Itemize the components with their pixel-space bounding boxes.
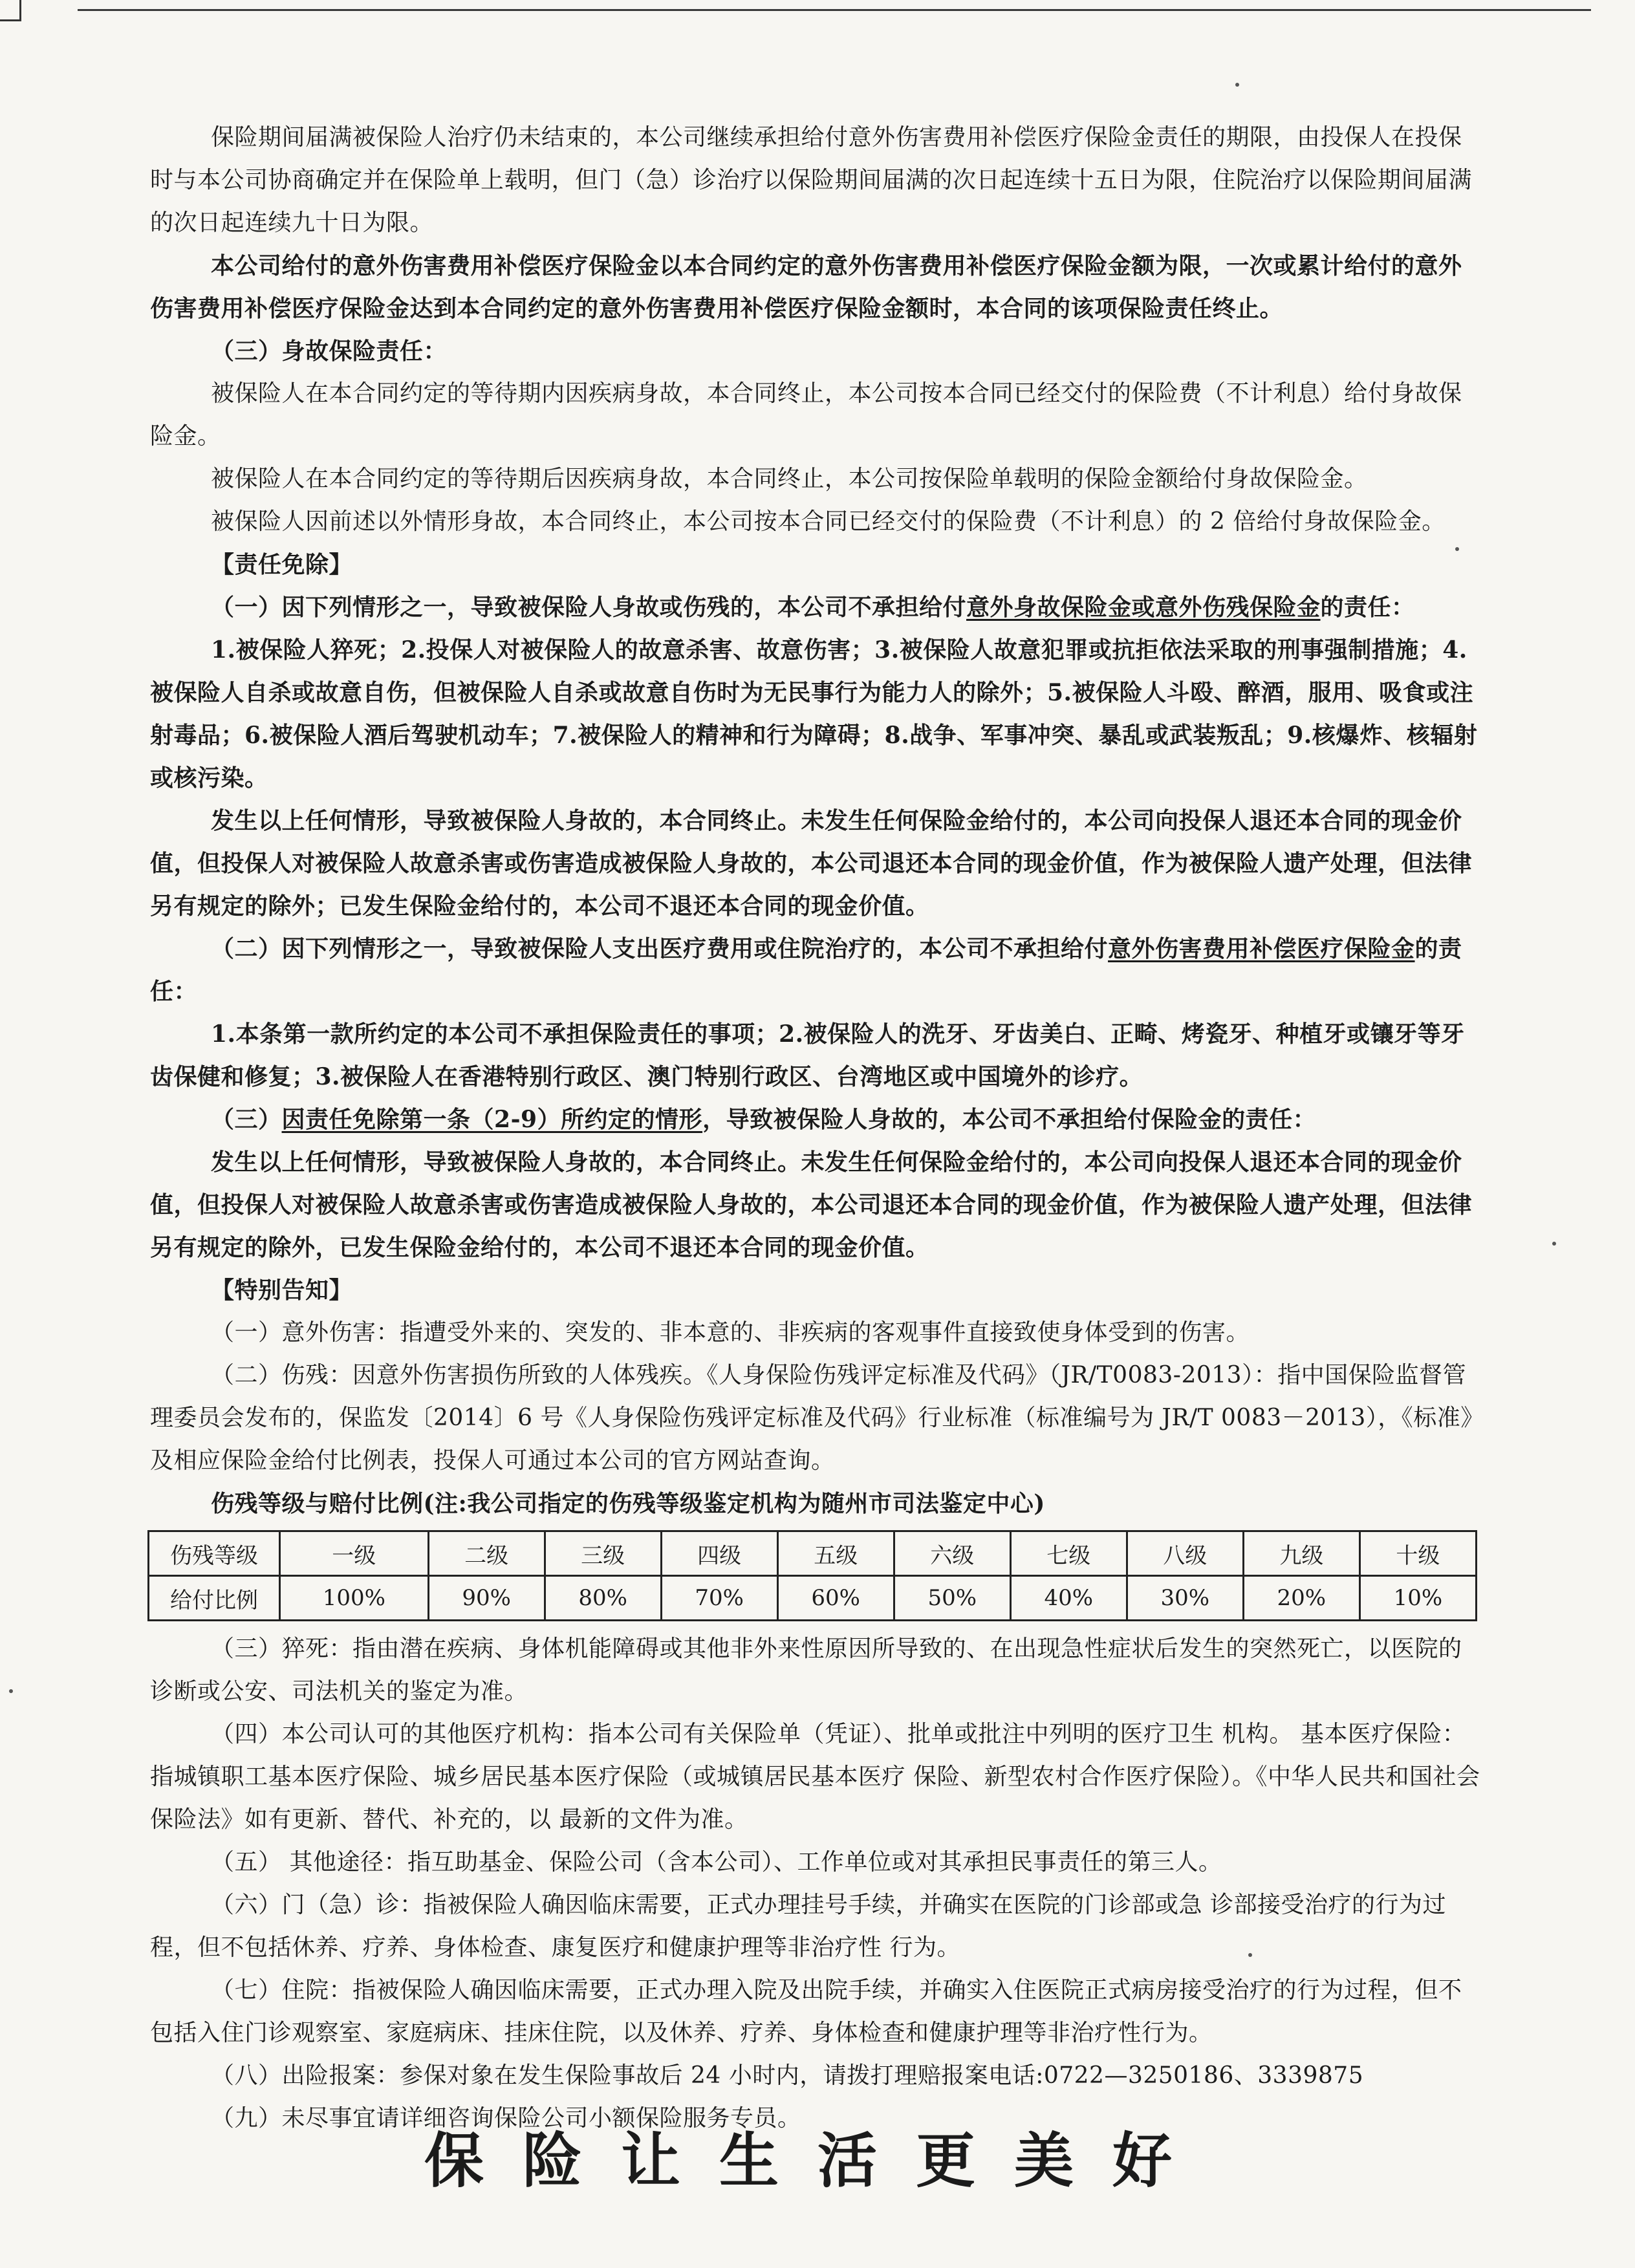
paragraph: 被保险人在本合同约定的等待期内因疾病身故，本合同终止，本公司按本合同已经交付的保险费（不计利息）给付身故保险金。	[150, 380, 1462, 449]
paragraph: （九）未尽事宜请详细咨询保险公司小额保险服务专员。	[211, 2105, 801, 2132]
paragraph: 发生以上任何情形，导致被保险人身故的，本合同终止。未发生任何保险金给付的，本公司向投保人退还本合同的现金价值，但投保人对被保险人故意杀害或伤害造成被保险人身故的，本公司退还本合同的现金价值，作为被保险人遗产处理，但法律另有规定的除外，已发生保险金给付的，本公司不退还本合同的现金价值。	[150, 1149, 1473, 1261]
ratio-cell: 10%	[1359, 1576, 1476, 1621]
level-cell: 四级	[661, 1531, 777, 1576]
section-heading: 【特别告知】	[211, 1277, 353, 1304]
paragraph: （一）意外伤害：指遭受外来的、突发的、非本意的、非疾病的客观事件直接致使身体受到的伤害。	[211, 1319, 1250, 1346]
text-run: （二）因下列情形之一，导致被保险人支出医疗费用或住院治疗的，本公司不承担给付	[211, 935, 1109, 962]
scan-top-line	[78, 9, 1591, 11]
paragraph: 1.本条第一款所约定的本公司不承担保险责任的事项；2.被保险人的洗牙、牙齿美白、正畸、烤瓷牙、种植牙或镶牙等牙齿保健和修复；3.被保险人在香港特别行政区、澳门特别行政区、台湾地区或中国境外的诊疗。	[150, 1021, 1465, 1090]
scan-speck	[1248, 1953, 1252, 1957]
level-cell: 九级	[1243, 1531, 1359, 1576]
paragraph: （五） 其他途径：指互助基金、保险公司（含本公司）、工作单位或对其承担民事责任的第三人。	[211, 1849, 1222, 1875]
level-cell: 六级	[894, 1531, 1010, 1576]
underlined-text: 意外身故保险金或意外伤残保险金	[966, 594, 1321, 621]
level-cell: 三级	[545, 1531, 661, 1576]
slogan: 保险让生活更美好	[424, 2126, 1211, 2196]
paragraph: 发生以上任何情形，导致被保险人身故的，本合同终止。未发生任何保险金给付的，本公司向投保人退还本合同的现金价值，但投保人对被保险人故意杀害或伤害造成被保险人身故的，本公司退还本合同的现金价值，作为被保险人遗产处理，但法律另有规定的除外；已发生保险金给付的，本公司不退还本合同的现金价值。	[150, 807, 1473, 920]
text-run: （一）因下列情形之一，导致被保险人身故或伤残的，本公司不承担给付	[211, 594, 967, 621]
paragraph	[150, 1098, 1482, 1141]
table-row	[149, 1576, 1477, 1621]
underlined-text: 因责任免除第一条（2-9）所约定的情形	[281, 1106, 703, 1133]
ratio-cell: 80%	[545, 1576, 661, 1621]
paragraph: （六）门（急）诊：指被保险人确因临床需要，正式办理挂号手续，并确实在医院的门诊部或急 诊部接受治疗的行为过程，但不包括休养、疗养、身体检查、康复医疗和健康护理等非治疗性 行为。	[150, 1892, 1446, 1961]
paragraph: 本公司给付的意外伤害费用补偿医疗保险金以本合同约定的意外伤害费用补偿医疗保险金额为限，一次或累计给付的意外伤害费用补偿医疗保险金达到本合同约定的意外伤害费用补偿医疗保险金额时，本合同的该项保险责任终止。	[150, 252, 1462, 322]
paragraph: 被保险人因前述以外情形身故，本合同终止，本公司按本合同已经交付的保险费（不计利息）的 2 倍给付身故保险金。	[211, 508, 1446, 535]
text-run: （三）	[211, 1106, 282, 1133]
section-heading: 【责任免除】	[211, 551, 353, 578]
ratio-cell: 100%	[280, 1576, 429, 1621]
scan-speck	[9, 1689, 13, 1693]
level-cell: 二级	[428, 1531, 545, 1576]
level-cell: 七级	[1010, 1531, 1127, 1576]
row-label-level: 伤残等级	[149, 1531, 280, 1576]
table-caption: 伤残等级与赔付比例(注:我公司指定的伤残等级鉴定机构为随州市司法鉴定中心)	[211, 1490, 1045, 1517]
paragraph: 1.被保险人猝死；2.投保人对被保险人的故意杀害、故意伤害；3.被保险人故意犯罪或抗拒依法采取的刑事强制措施；4.被保险人自杀或故意自伤，但被保险人自杀或故意自伤时为无民事行为能力人的除外；5.被保险人斗殴、醉酒，服用、吸食或注射毒品；6.被保险人酒后驾驶机动车；7.被保险人的精神和行为障碍；8.战争、军事冲突、暴乱或武装叛乱；9.核爆炸、核辐射或核污染。	[150, 636, 1478, 792]
paragraph: （七）住院：指被保险人确因临床需要，正式办理入院及出院手续，并确实入住医院正式病房接受治疗的行为过程，但不包括入住门诊观察室、家庭病床、挂床住院，以及休养、疗养、身体检查和健康护理等非治疗性行为。	[150, 1977, 1462, 2046]
ratio-cell: 30%	[1127, 1576, 1243, 1621]
paragraph: （三）猝死：指由潜在疾病、身体机能障碍或其他非外来性原因所导致的、在出现急性症状后发生的突然死亡，以医院的诊断或公安、司法机关的鉴定为准。	[150, 1636, 1462, 1705]
ratio-cell: 70%	[661, 1576, 777, 1621]
scan-corner-mark	[0, 0, 21, 21]
ratio-cell: 90%	[428, 1576, 545, 1621]
level-cell: 五级	[777, 1531, 894, 1576]
ratio-cell: 50%	[894, 1576, 1010, 1621]
ratio-cell: 20%	[1243, 1576, 1359, 1621]
paragraph: 被保险人在本合同约定的等待期后因疾病身故，本合同终止，本公司按保险单载明的保险金额给付身故保险金。	[211, 466, 1368, 492]
disability-ratio-table	[147, 1530, 1477, 1621]
scan-speck	[1235, 83, 1239, 87]
scan-speck	[1455, 547, 1459, 551]
level-cell: 八级	[1127, 1531, 1243, 1576]
paragraph: （八）出险报案：参保对象在发生保险事故后 24 小时内，请拨打理赔报案电话:0722—3250186、3339875	[211, 2062, 1364, 2089]
ratio-cell: 40%	[1010, 1576, 1127, 1621]
document-body	[150, 116, 1482, 2140]
text-run: 的责任：	[150, 935, 1462, 1005]
paragraph: （四）本公司认可的其他医疗机构：指本公司有关保险单（凭证）、批单或批注中列明的医疗卫生 机构。 基本医疗保险：指城镇职工基本医疗保险、城乡居民基本医疗保险（或城镇居民基本医疗 保险、新型农村合作医疗保险）。《中华人民共和国社会保险法》如有更新、替代、补充的，以 最新的文件为准。	[150, 1721, 1480, 1833]
paragraph	[150, 586, 1482, 629]
ratio-cell: 60%	[777, 1576, 894, 1621]
text-run: ，导致被保险人身故的，本公司不承担给付保险金的责任：	[702, 1106, 1317, 1133]
level-cell: 一级	[280, 1531, 429, 1576]
underlined-text: 意外伤害费用补偿医疗保险金	[1108, 935, 1415, 962]
table-row	[149, 1531, 1477, 1576]
level-cell: 十级	[1359, 1531, 1476, 1576]
section-heading: （三）身故保险责任：	[211, 338, 448, 365]
scan-speck	[1552, 1242, 1556, 1246]
row-label-ratio: 给付比例	[149, 1576, 280, 1621]
text-run: 的责任：	[1320, 594, 1415, 621]
paragraph: （二）伤残：因意外伤害损伤所致的人体残疾。《人身保险伤残评定标准及代码》（JR/T0083-2013）：指中国保险监督管理委员会发布的，保监发〔2014〕6 号《人身保险伤残评定标准及代码》行业标准（标准编号为 JR/T 0083－2013），《标准》及相应保险金给付比例表，投保人可通过本公司的官方网站查询。	[150, 1362, 1473, 1474]
paragraph	[150, 927, 1482, 1013]
paragraph: 保险期间届满被保险人治疗仍未结束的，本公司继续承担给付意外伤害费用补偿医疗保险金责任的期限，由投保人在投保时与本公司协商确定并在保险单上载明，但门（急）诊治疗以保险期间届满的次日起连续十五日为限，住院治疗以保险期间届满的次日起连续九十日为限。	[150, 124, 1473, 236]
